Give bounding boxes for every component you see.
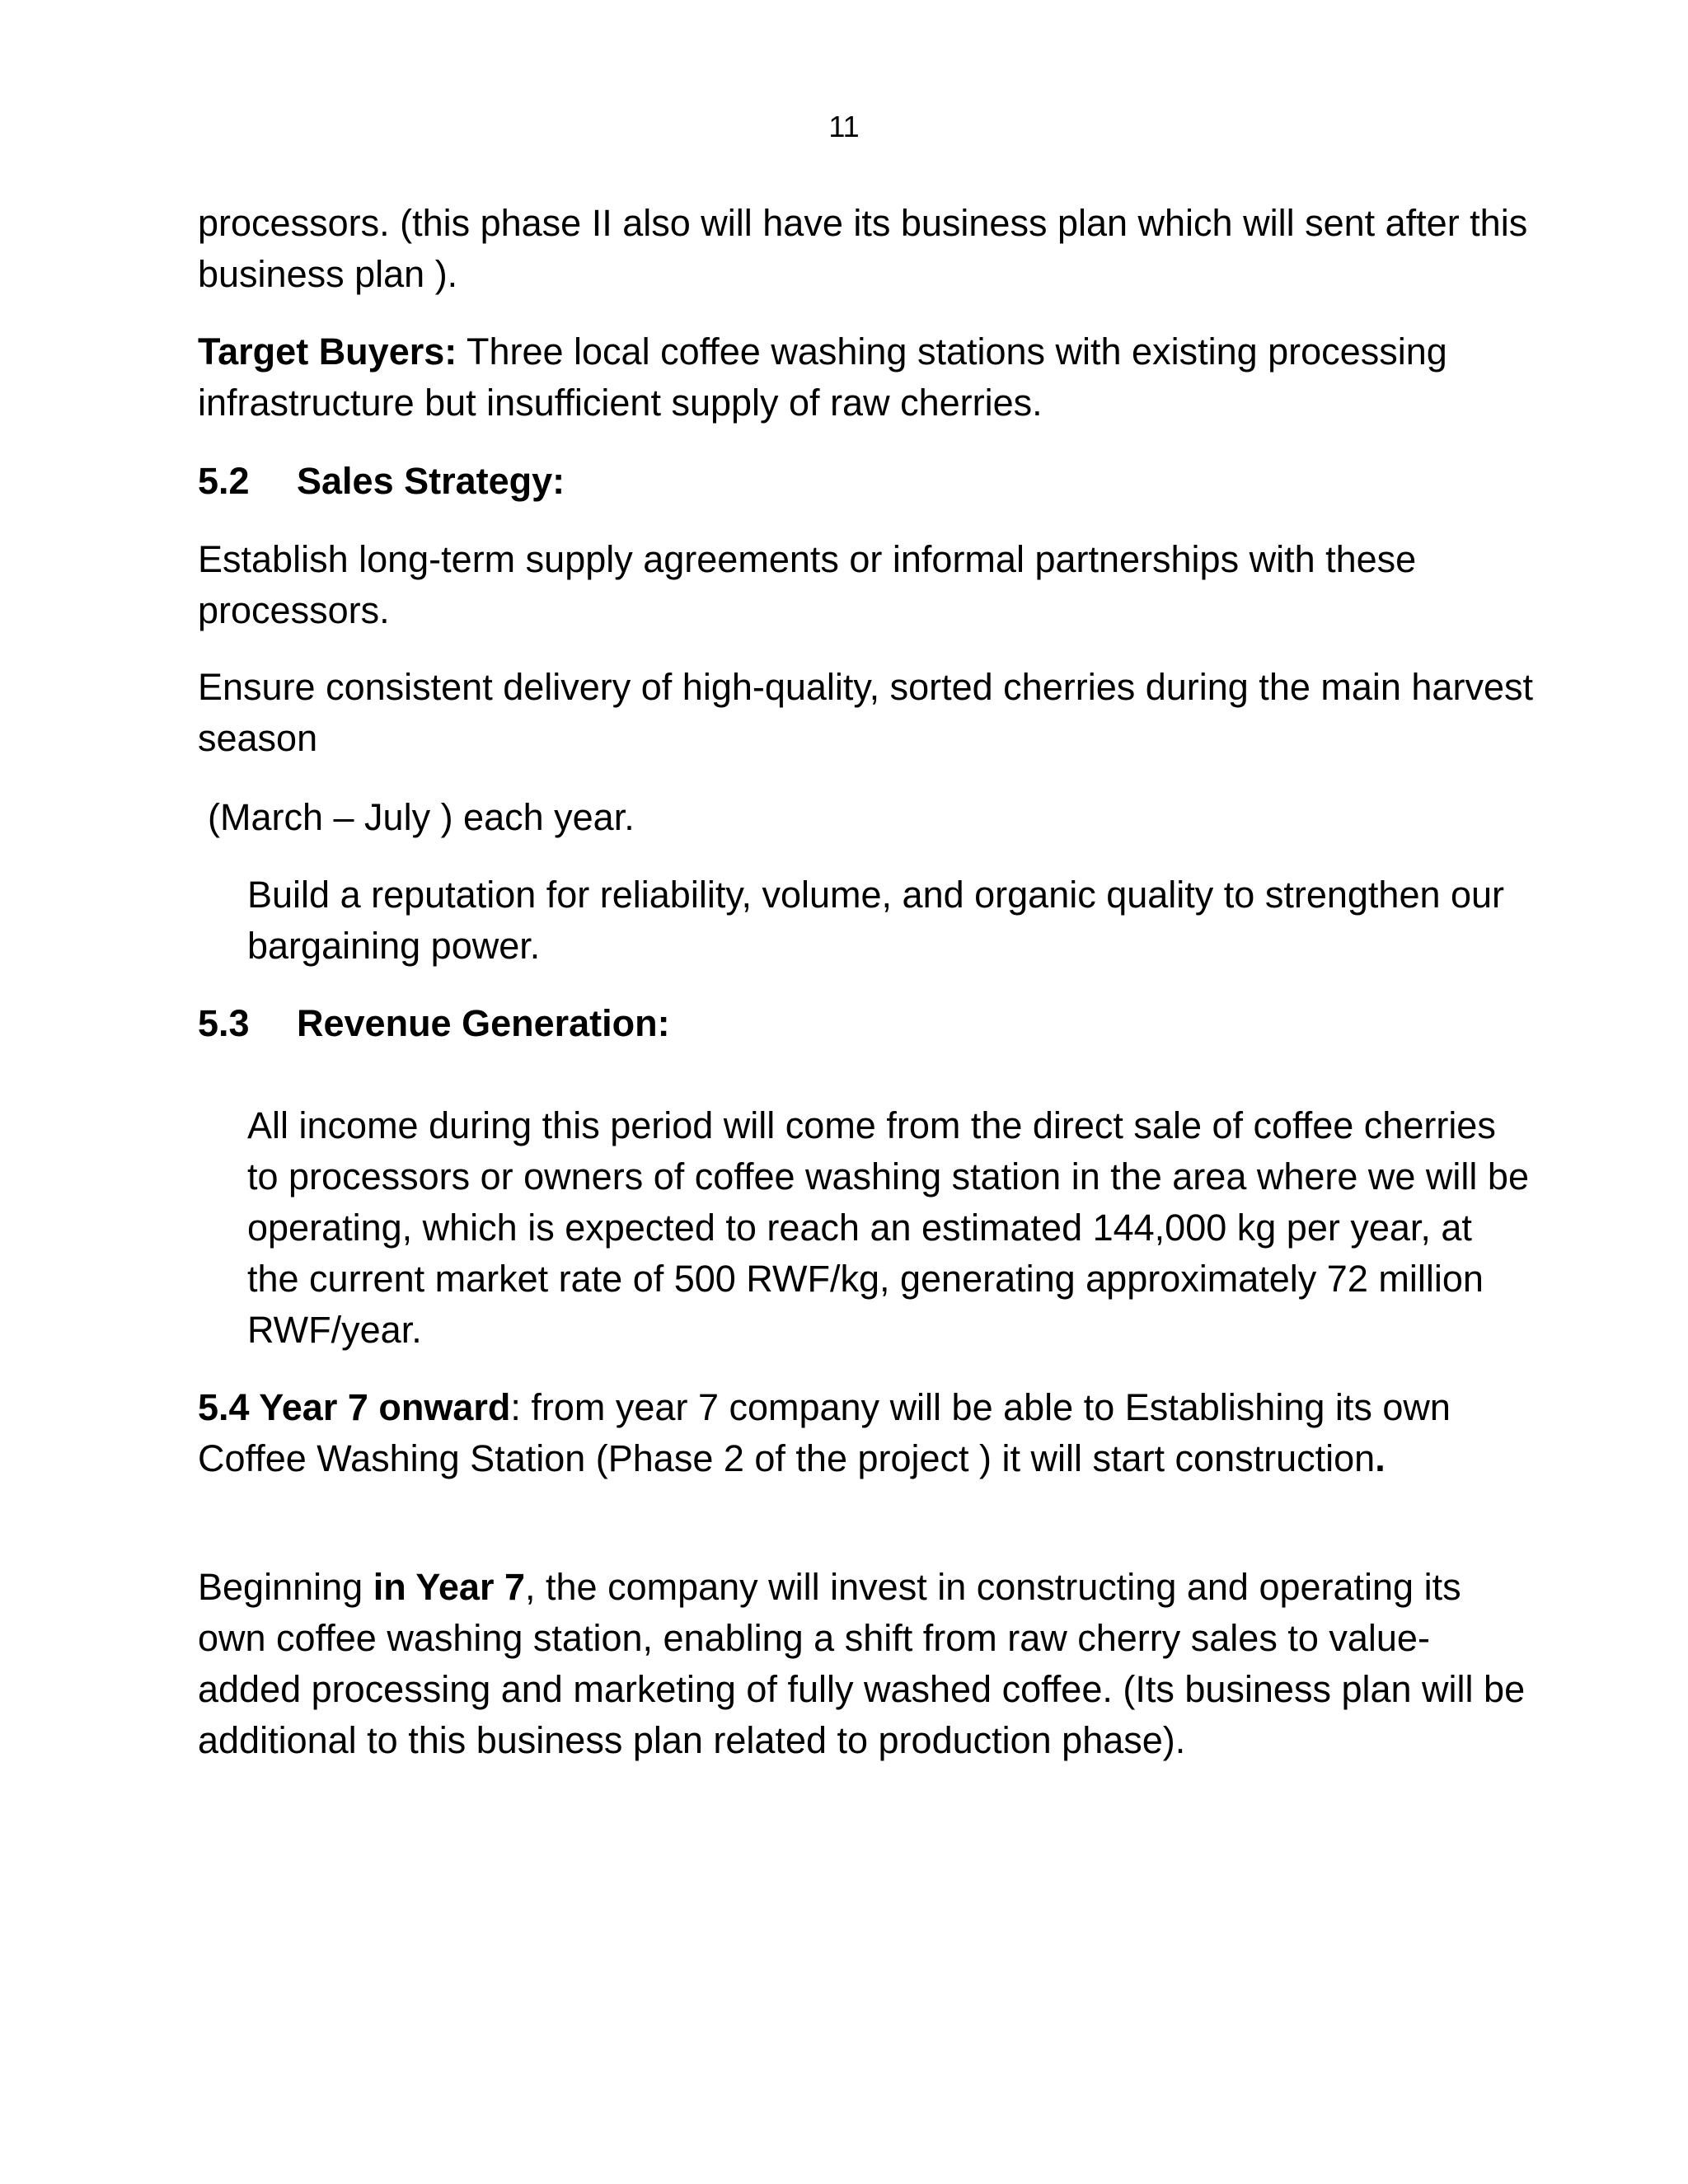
in-year-7-bold: in Year 7	[373, 1566, 525, 1608]
section-number: 5.3	[198, 1002, 250, 1044]
paragraph-revenue-income: All income during this period will come from the direct sale of coffee cherries to processors or owners of coffee washing station in the area where we will be operating, which is expected to reach an estimated 144,000 kg per year, at the current market rate of 500 RWF/kg, generating approximately 72 million RWF/year.	[247, 1104, 1529, 1351]
beginning-text: Beginning	[198, 1566, 373, 1608]
paragraph-target-buyers	[198, 326, 1533, 429]
paragraph-reputation: Build a reputation for reliability, volume, and organic quality to strengthen our bargaining power.	[247, 874, 1505, 967]
target-buyers-text: Three local coffee washing stations with existing processing infrastructure but insufficient supply of raw cherries.	[198, 330, 1447, 424]
paragraph-supply-agreements: Establish long-term supply agreements or informal partnerships with these processors.	[198, 538, 1417, 631]
section-title: Sales Strategy:	[297, 460, 565, 502]
year-7-onward-end: .	[1375, 1437, 1386, 1479]
target-buyers-label: Target Buyers:	[198, 330, 457, 373]
paragraph-beginning-year-7	[198, 1562, 1533, 1766]
section-heading-5-3	[198, 998, 1533, 1049]
page-number: 11	[828, 110, 860, 143]
beginning-rest-text: , the company will invest in constructing and operating its own coffee washing station, enabling a shift from raw cherry sales to value-added processing and marketing of fully washed coffee. (Its business plan will be additional to this business plan related to production phase).	[198, 1566, 1526, 1761]
paragraph-consistent-delivery: Ensure consistent delivery of high-quality, sorted cherries during the main harvest season	[198, 666, 1533, 759]
section-number: 5.2	[198, 460, 250, 502]
year-7-onward-label: 5.4 Year 7 onward	[198, 1386, 511, 1428]
paragraph-year-7-onward	[198, 1382, 1533, 1484]
paragraph-harvest-months: (March – July ) each year.	[208, 796, 635, 838]
section-title: Revenue Generation:	[297, 1002, 670, 1044]
paragraph-processors-phase-ii: processors. (this phase II also will have its business plan which will sent after this business plan ).	[198, 202, 1528, 295]
section-heading-5-2	[198, 456, 1533, 507]
year-7-onward-text: : from year 7 company will be able to Establishing its own Coffee Washing Station (Phase 2 of the project ) it will start construction	[198, 1386, 1451, 1479]
